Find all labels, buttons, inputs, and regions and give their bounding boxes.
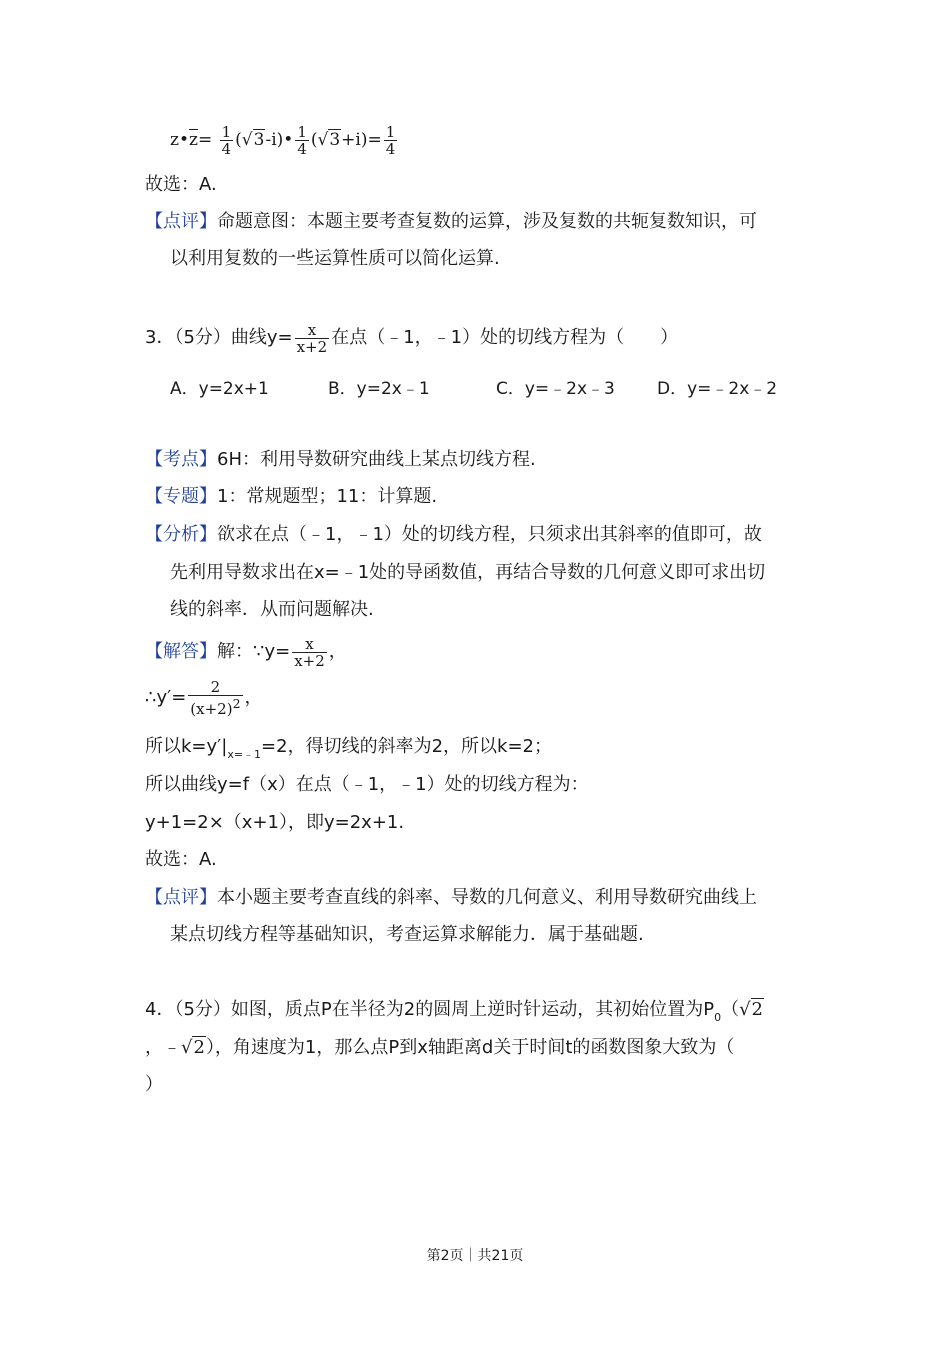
fenxi-text: 欲求在点（﹣1，﹣1）处的切线方程，只须求出其斜率的值即可，故 xyxy=(217,524,762,545)
p-subscript: 0 xyxy=(714,1011,722,1024)
sqrt-radicand: 2 xyxy=(193,1037,205,1058)
fraction-denominator: 4 xyxy=(385,140,396,158)
q3-fenxi-line-3: 线的斜率．从而问题解决. xyxy=(170,599,374,620)
q3-fenxi-line-1 xyxy=(145,522,762,548)
sqrt-two xyxy=(181,1035,206,1061)
derivative-fraction xyxy=(188,679,242,717)
slope-end: =2，得切线的斜率为2，所以k=2； xyxy=(261,736,552,757)
q3-stem-start: 3．（5分）曲线y= xyxy=(145,327,293,348)
sqrt-radicand: 2 xyxy=(751,999,763,1020)
formula-eq: = xyxy=(197,130,213,150)
q3-option-d: D．y=﹣2x﹣2 xyxy=(657,379,778,399)
q3-slope-line xyxy=(145,734,552,768)
review-text: 命题意图：本题主要考查复数的运算，涉及复数的共轭复数知识，可 xyxy=(217,211,757,232)
sqrt-three xyxy=(242,127,266,153)
sqrt-symbol: √ xyxy=(739,999,751,1020)
fraction-numerator: 1 xyxy=(221,123,232,141)
q4-stem-line-2 xyxy=(145,1035,734,1061)
formula-zbar: $\overline{z}$ xyxy=(188,130,198,150)
formula-term: +i)= xyxy=(341,130,382,150)
jieda-fraction xyxy=(292,636,327,669)
q4-stem-line-1 xyxy=(145,997,764,1031)
q4-stem-rest: ），角速度为1，那么点P到x轴距离d关于时间t的函数图象大致为（ xyxy=(205,1037,735,1058)
q3-review-line-1 xyxy=(145,885,757,911)
zhuanti-tag: 【专题】 xyxy=(145,486,217,507)
q2-review-line-1 xyxy=(145,209,757,235)
sqrt-radicand: 3 xyxy=(329,130,341,150)
derivative-start: ∴y′= xyxy=(145,687,187,708)
derivative-exponent: 2 xyxy=(232,696,241,711)
formula-term: -i)• xyxy=(265,130,294,150)
kaodian-text: 6H：利用导数研究曲线上某点切线方程. xyxy=(217,449,536,470)
sqrt-two xyxy=(739,997,764,1023)
fraction-denominator: 4 xyxy=(297,140,307,158)
jieda-comma: ， xyxy=(328,641,347,662)
q3-tangent-intro: 所以曲线y=f（x）在点（﹣1，﹣1）处的切线方程为： xyxy=(145,774,589,795)
zhuanti-text: 1：常规题型；11：计算题. xyxy=(217,486,438,507)
kaodian-tag: 【考点】 xyxy=(145,449,217,470)
jieda-tag: 【解答】 xyxy=(145,641,217,662)
q3-derivative xyxy=(145,678,263,718)
slope-subscript: x=﹣1 xyxy=(227,748,262,761)
q3-fenxi-line-2: 先利用导数求出在x=﹣1处的导函数值，再结合导数的几何意义即可求出切 xyxy=(170,562,766,583)
q4-stem-start: 4．（5分）如图，质点P在半径为2的圆周上逆时针运动，其初始位置为P xyxy=(145,999,715,1020)
fraction-numerator: x xyxy=(305,634,314,653)
q3-kaodian xyxy=(145,447,536,473)
q2-review-line-2: 以利用复数的一些运算性质可以简化运算. xyxy=(170,248,500,269)
q3-fraction xyxy=(295,322,330,355)
q4-coord: ，﹣ xyxy=(145,1037,181,1058)
q3-stem xyxy=(145,318,678,358)
q3-stem-end: 在点（﹣1，﹣1）处的切线方程为（ ） xyxy=(331,327,679,348)
fraction-denominator: x+2 xyxy=(296,337,328,356)
jieda-start: 解：∵y= xyxy=(217,641,291,662)
q3-option-b: B．y=2x﹣1 xyxy=(328,379,430,399)
fraction-numerator: 1 xyxy=(385,123,396,141)
q4-paren: （ xyxy=(721,999,740,1020)
q3-option-a: A．y=2x+1 xyxy=(170,379,269,399)
derivative-comma: ， xyxy=(244,687,263,708)
sqrt-symbol: √ xyxy=(181,1037,193,1058)
sqrt-symbol: √ xyxy=(317,130,329,150)
fraction-denominator: x+2 xyxy=(294,651,325,670)
q3-tangent-equation: y+1=2×（x+1），即y=2x+1. xyxy=(145,812,405,833)
q2-answer: 故选：A. xyxy=(145,174,217,195)
derivative-denominator-base: (x+2) xyxy=(190,700,233,718)
q3-review-line-2: 某点切线方程等基础知识，考查运算求解能力．属于基础题. xyxy=(170,924,644,945)
review-tag: 【点评】 xyxy=(145,887,217,908)
q3-jieda xyxy=(145,632,347,672)
q4-stem-line-3: ） xyxy=(145,1074,163,1095)
formula-paren: ( xyxy=(310,130,318,150)
fraction-numerator: x xyxy=(307,320,317,339)
formula-paren: ( xyxy=(235,130,242,150)
formula-lhs: z• xyxy=(170,130,189,150)
fraction-one-quarter xyxy=(384,124,398,157)
sqrt-radicand: 3 xyxy=(253,130,265,150)
fenxi-tag: 【分析】 xyxy=(145,524,217,545)
sqrt-three xyxy=(318,127,342,153)
q3-answer: 故选：A. xyxy=(145,849,217,870)
fraction-denominator: 4 xyxy=(221,140,232,158)
fraction-numerator: 2 xyxy=(210,678,221,696)
sqrt-symbol: √ xyxy=(241,130,253,150)
conjugate-product-formula xyxy=(170,124,399,157)
fraction-denominator xyxy=(188,695,242,717)
review-text: 本小题主要考查直线的斜率、导数的几何意义、利用导数研究曲线上 xyxy=(217,887,757,908)
fraction-one-quarter xyxy=(295,124,309,157)
q3-zhuanti xyxy=(145,484,437,510)
page-footer: 第2页｜共21页 xyxy=(426,1248,524,1264)
slope-start: 所以k=y′| xyxy=(145,736,228,757)
fraction-numerator: 1 xyxy=(297,123,307,141)
review-tag: 【点评】 xyxy=(145,211,217,232)
fraction-one-quarter xyxy=(220,124,234,157)
q3-option-c: C．y=﹣2x﹣3 xyxy=(496,379,615,399)
